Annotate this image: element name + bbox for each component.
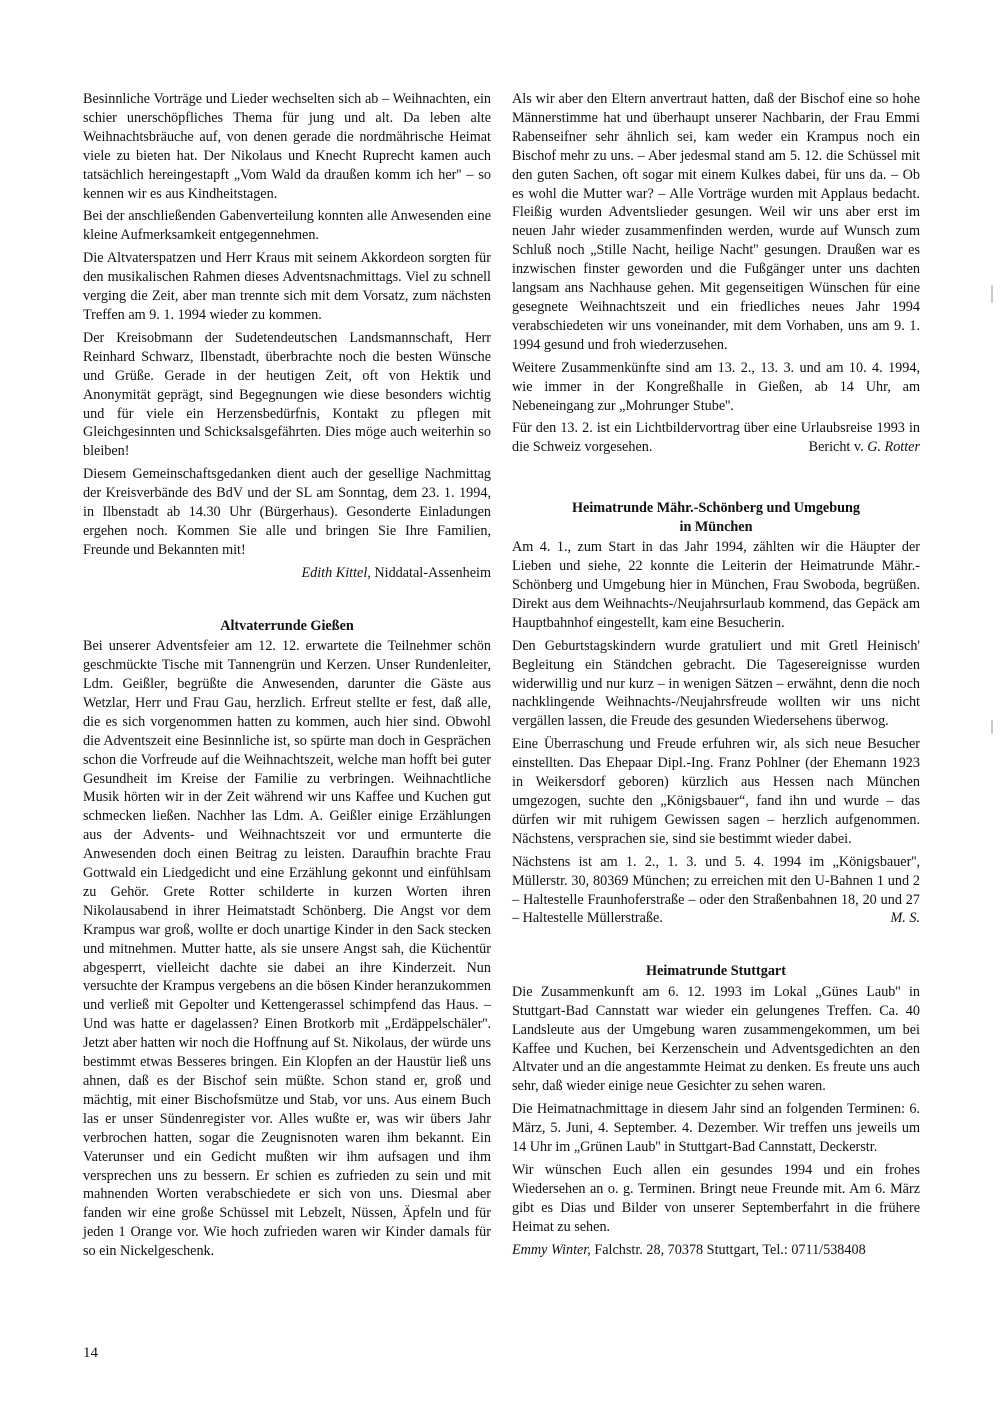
paragraph: Als wir aber den Eltern anvertraut hatten, daß der Bischof eine so hohe Männerstimme hat und überhaupt unserer Nachbarin, der Frau Emmi Rabenseifner sehr ähnlich sei, kam weder ein Krampus noch ein Bischof mehr zu uns. – Aber jedesmal stand am 5. 12. die Schüssel mit den guten Sachen, oft sogar mit einem Kulkes dabei, für uns da. – Ob es wohl die Mutter war? – Alle Vorträge wurden mit Applaus bedacht. Fleißig wurden Adventslieder gesungen. Weil wir uns aber erst im neuen Jahr wieder zusammenfinden werden, wurde auf Wunsch zum Schluß noch „Stille Nacht, heilige Nacht'' gesungen. Draußen war es inzwischen finster geworden und die Fußgänger unter uns dachten langsam ans Nachhause gehen. Mit gegenseitigen Wünschen für eine gesegnete Weihnachtszeit und ein friedliches neues Jahr 1994 verabschiedeten wir uns voneinander, mit dem Vorhaben, uns am 9. 1. 1994 gesund und froh wiederzusehen. xyxy=(512,91,920,353)
heading-line: Heimatrunde Mähr.-Schönberg und Umgebung xyxy=(572,500,860,517)
paragraph: Wir wünschen Euch allen ein gesundes 1994 und ein frohes Wiedersehen an o. g. Terminen. Bringt neue Freunde mit. Am 6. März gibt es Dias und Bilder von unserer Septemberfahrt in die frühere Heimat zu sehen. xyxy=(512,1162,920,1235)
scan-margin-mark xyxy=(991,720,993,734)
author-name: Edith Kittel, xyxy=(301,564,371,581)
paragraph xyxy=(512,853,920,929)
section-heading: Altvaterrunde Gießen xyxy=(220,617,354,634)
paragraph: Bei der anschließenden Gabenverteilung konnten alle Anwesenden eine kleine Aufmerksamkeit entgegennehmen. xyxy=(83,208,491,244)
paragraph: Diesem Gemeinschaftsgedanken dient auch der gesellige Nachmittag der Kreisverbände des BdV und der SL am Sonntag, dem 23. 1. 1994, in Ilbenstadt ab 14.30 Uhr (Bürgerhaus). Gesonderte Einladungen ergehen noch. Kommen Sie alle und bringen Sie Ihre Familien, Freunde und Bekannten mit! xyxy=(83,466,491,558)
paragraph: Die Altvaterspatzen und Herr Kraus mit seinem Akkordeon sorgten für den musikalischen Rahmen dieses Adventsnachmittags. Viel zu schnell verging die Zeit, aber man trennte sich mit dem Vorsatz, zum nächsten Treffen am 9. 1. 1994 wieder zu kommen. xyxy=(83,250,491,323)
signature-prefix: Bericht v. xyxy=(808,439,868,456)
author-name: Emmy Winter, xyxy=(512,1241,591,1258)
paragraph: Am 4. 1., zum Start in das Jahr 1994, zählten wir die Häupter der Lieben und siehe, 22 konnte die Leiterin der Heimatrunde Mähr.-Schönberg und Umgebung hier in München, Frau Swoboda, begrüßen. Direkt aus dem Weihnachts-/Neujahrsurlaub kommend, das Gepäck am Hauptbahnhof eingestellt, kam eine Besucherin. xyxy=(512,539,920,631)
author-signature xyxy=(83,564,491,583)
author-signature xyxy=(809,438,920,457)
author-place: Niddatal-Assenheim xyxy=(370,564,491,581)
author-initials: M. S. xyxy=(890,910,920,927)
section-heading: Heimatrunde Stuttgart xyxy=(646,963,786,980)
paragraph-text: Für den 13. 2. ist ein Lichtbildervortrag über eine Urlaubsreise 1993 in die Schweiz vorgesehen. xyxy=(512,420,920,456)
page-number: 14 xyxy=(83,1345,98,1361)
author-signature xyxy=(512,1241,920,1260)
paragraph: Eine Überraschung und Freude erfuhren wir, als sich neue Besucher einstellten. Das Ehepaar Dipl.-Ing. Franz Pohlner (der Ehemann 1923 in Weikersdorf geboren) kürzlich aus Hessen nach München umgezogen, suchte den „Königsbauer“, fand ihn und wurde – das dürfen wir mit ruhigem Gewissen sagen – herzlich aufgenommen. Nächstens, versprachen sie, sind sie bestimmt wieder dabei. xyxy=(512,736,920,847)
author-name: G. Rotter xyxy=(867,439,920,456)
paragraph: Der Kreisobmann der Sudetendeutschen Landsmannschaft, Herr Reinhard Schwarz, Ilbenstadt, überbrachte noch die besten Wünsche und Grüße. Gerade in der heutigen Zeit, oft von Hektik und Anonymität geprägt, sind Begegnungen wie diese besonders wichtig und für viele ein Herzensbedürfnis, Kontakt zu pflegen mit Gleichgesinnten und Schicksalsgefährten. Dies möge auch weiterhin so bleiben! xyxy=(83,329,491,460)
paragraph: Den Geburtstagskindern wurde gratuliert und mit Gretl Heinisch' Begleitung ein Ständchen gebracht. Die Tagesereignisse wurden widerwillig und nur kurz – in wenigen Sätzen – erwähnt, denn die noch nachklingende Weihnachts-/Neujahrsfreude wollten wir uns nicht vergällen lassen, die Freude des gesunden Wiedersehens überwog. xyxy=(512,637,920,730)
section-heading xyxy=(512,499,920,536)
paragraph: Besinnliche Vorträge und Lieder wechselten sich ab – Weihnachten, ein schier unerschöpfliches Thema für jung und alt. Da leben alte Weihnachtsbräuche auf, von denen gerade die nordmährische Heimat viele zu bieten hat. Der Nikolaus und Knecht Ruprecht kamen auch tatsächlich hereingestapft „Vom Wald da draußen komm ich her'' – so kennen wir es aus Kindheitstagen. xyxy=(83,91,491,202)
scan-margin-mark xyxy=(991,285,993,303)
right-column xyxy=(512,90,920,1260)
paragraph: Die Zusammenkunft am 6. 12. 1993 im Lokal „Günes Laub'' in Stuttgart-Bad Cannstatt war wieder ein gelungenes Treffen. Ca. 40 Landsleute aus der Umgebung waren zusammengekommen, um bei Kaffee und Kuchen, bei Kerzenschein und Adventsgedichten an den Altvater und an die angestammte Heimat zu denken. Es freute uns auch sehr, daß wieder einige neue Gesichter zu sehen waren. xyxy=(512,983,920,1095)
paragraph: Die Heimatnachmittage in diesem Jahr sind an folgenden Terminen: 6. März, 5. Juni, 4. September. 4. Dezember. Wir treffen uns jeweils um 14 Uhr im „Grünen Laub'' in Stuttgart-Bad Cannstatt, Deckerstr. xyxy=(512,1101,920,1156)
paragraph: Bei unserer Adventsfeier am 12. 12. erwartete die Teilnehmer schön geschmückte Tische mit Tannengrün und Kerzen. Unser Rundenleiter, Ldm. Geißler, begrüßte die Anwesenden, darunter die Gäste aus Wetzlar, Herr und Frau Gau, herzlich. Erfreut stellte er fest, daß alle, die es sich vorgenommen hatten zu kommen, auch hier sind. Obwohl die Adventszeit eine Besinnliche ist, so spürte man doch in Gesprächen schon die Vorfreude auf die Weihnachtszeit, welche man hofft bei guter Gesundheit im Kreise der Familie zu verbringen. Weihnachtliche Musik hörten wir in der Zeit während wir uns Kaffee und Kuchen gut schmecken ließen. Nachher las Ldm. A. Geißler einige Erzählungen aus der Advents- und Weihnachtszeit vor und ermunterte die Anwesenden doch einen Beitrag zu leisten. Daraufhin brachte Frau Gottwald ein Liedgedicht und eine Erzählung gekonnt und einfühlsam zu Gehör. Grete Rotter schilderte in kurzen Worten ihren Nikolausabend in ihrer Heimatstadt Schönberg. Die Angst vor dem Krampus war groß, wollte er doch unartige Kinder in den Sack stecken und mitnehmen. Mutter hatte, als sie unsere Angst sah, die Küchentür abgesperrt, vielleicht dachte sie dabei an ihre Kinderzeit. Nun versuchte der Krampus vergebens an die bösen Kinder heranzukommen und verließ mit Gepolter und Kettengerassel schimpfend das Haus. – Und was hatte er dagelassen? Einen Brotkorb mit „Erdäppelschäler''. Jetzt aber hatten wir noch die Hoffnung auf St. Nikolaus, der würde uns bestimmt etwas Besseres bringen. Ein Klopfen an der Haustür ließ uns ahnen, daß es der Bischof sein müßte. Schon stand er, groß und mächtig, mit einer Bischofsmütze und Stab, vor uns. Aus einem Buch las er unser Sündenregister vor. Alles wußte er, was wir übers Jahr verbrochen hatten, sogar die Zeugnisnoten waren ihm bekannt. Ein Vaterunser und ein Gedicht mußten wir ihm aufsagen und ihm versprechen uns zu bessern. Er schien es zufrieden zu sein und mit mahnenden Worten verabschiedete er sich von uns. Diesmal aber fanden wir eine große Schüssel mit Lebzelt, Nüssen, Äpfeln und für jeden 1 Orange vor. Wie hoch zufrieden waren wir Kinder damals für so ein Nickelgeschenk. xyxy=(83,638,491,1260)
author-address: Falchstr. 28, 70378 Stuttgart, Tel.: 0711/538408 xyxy=(590,1241,866,1258)
paragraph-text: Nächstens ist am 1. 2., 1. 3. und 5. 4. 1994 im „Königsbauer'', Müllerstr. 30, 80369 München; zu erreichen mit den U-Bahnen 1 und 2 – Haltestelle Fraunhoferstraße – oder den Straßenbahnen 18, 20 und 27 – Haltestelle Müllerstraße. xyxy=(512,853,920,927)
paragraph xyxy=(512,419,920,457)
paragraph: Weitere Zusammenkünfte sind am 13. 2., 13. 3. und am 10. 4. 1994, wie immer in der Kongreßhalle in Gießen, ab 14 Uhr, am Nebeneingang zur „Mohrunger Stube''. xyxy=(512,359,920,414)
left-column xyxy=(83,90,491,1265)
heading-line: in München xyxy=(679,518,753,535)
